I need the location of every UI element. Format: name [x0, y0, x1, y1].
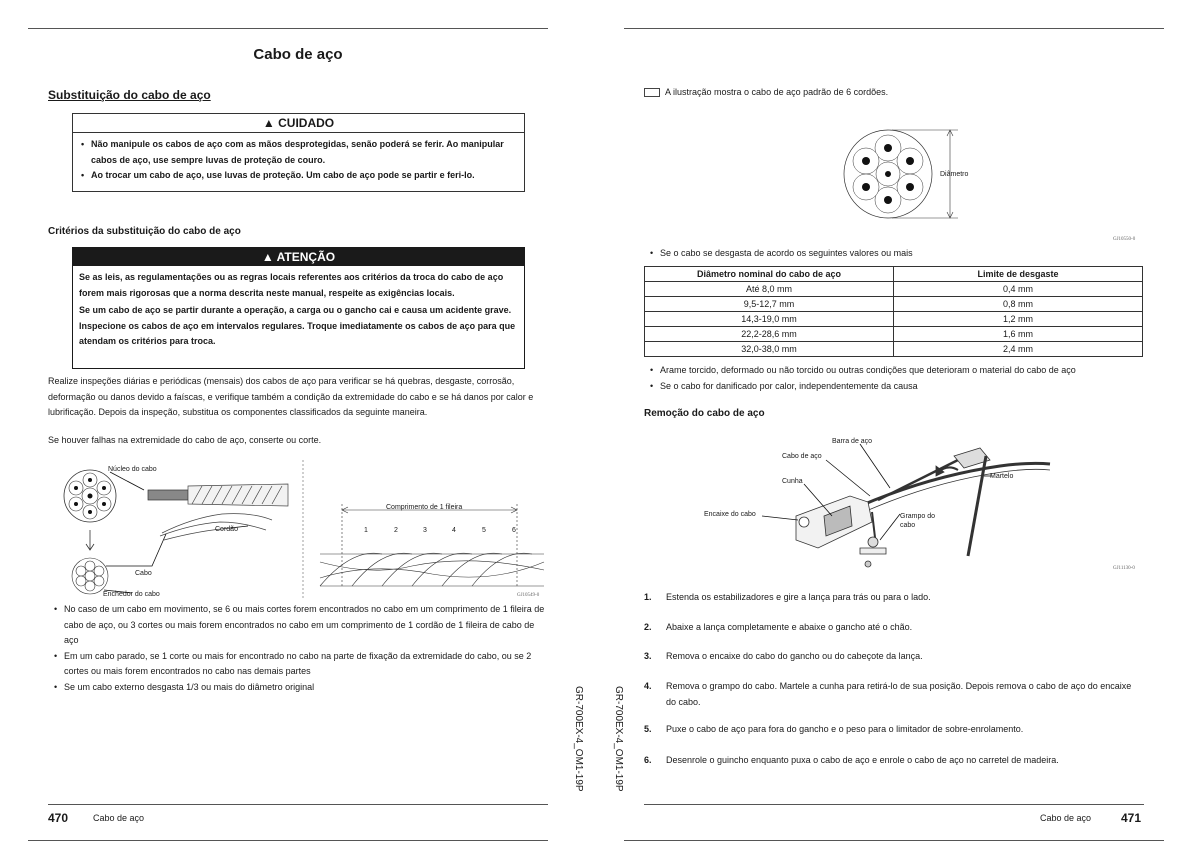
- cable-cross-section-diagram: [64, 470, 116, 522]
- table-cell: 22,2-28,6 mm: [645, 327, 894, 342]
- table-cell: 0,4 mm: [894, 282, 1143, 297]
- page-title: Cabo de aço: [253, 46, 343, 63]
- lay-number: 3: [423, 527, 427, 534]
- subsection-title: Substituição do cabo de aço: [48, 88, 211, 102]
- table-cell: Até 8,0 mm: [645, 282, 894, 297]
- lay-number: 2: [394, 527, 398, 534]
- table-cell: 2,4 mm: [894, 342, 1143, 357]
- caution-label: CUIDADO: [278, 116, 335, 130]
- diameter-label: Diâmetro: [940, 171, 969, 178]
- wedge-label: Cunha: [782, 478, 803, 485]
- doc-code-left: GR-700EX-4_OM1-19P: [573, 686, 584, 792]
- table-header: Diâmetro nominal do cabo de aço: [645, 267, 894, 282]
- table-cell: 1,2 mm: [894, 312, 1143, 327]
- attention-label: ATENÇÃO: [276, 250, 336, 264]
- table-row: [645, 297, 1143, 312]
- wear-bullet: • Arame torcido, deformado ou não torcido ou outras condições que deterioram o material do cabo de aço: [648, 363, 1148, 379]
- top-rule-right: [624, 28, 1164, 29]
- wire-rope-label: Cabo de aço: [782, 453, 822, 460]
- criteria-bullet: • Em um cabo parado, se 1 corte ou mais for encontrado no cabo na parte de fixação da extremidade do cabo, ou se 2 cortes ou mais forem encontrados no cabo nas demais partes: [52, 649, 548, 680]
- step-number: 6.: [644, 755, 652, 765]
- attention-header: [73, 248, 524, 266]
- step-text: Estenda os estabilizadores e gire a lança para trás ou para o lado.: [666, 592, 931, 602]
- table-row: [645, 327, 1143, 342]
- wedge-removal-figure: [700, 436, 1140, 572]
- lay-number: 4: [452, 527, 456, 534]
- step-text: Remova o grampo do cabo. Martele a cunha para retirá-lo de sua posição. Depois remova o cabo de aço do encaixe do cabo.: [666, 681, 1132, 707]
- step-number: 2.: [644, 622, 652, 632]
- wear-bullet: • Se o cabo for danificado por calor, independentemente da causa: [648, 379, 1148, 395]
- strand-label: Cordão: [215, 526, 238, 533]
- warning-triangle-icon: ▲: [262, 116, 275, 130]
- footer-title-right: Cabo de aço: [1040, 813, 1092, 823]
- page-number-right: 471: [1121, 811, 1142, 825]
- step-text: Desenrole o guincho enquanto puxa o cabo de aço e enrole o cabo de aço no carretel de madeira.: [666, 755, 1059, 765]
- figure-code: GJ10550-0: [1113, 237, 1136, 242]
- step-text: Remova o encaixe do cabo do gancho ou do cabeçote da lança.: [666, 651, 923, 661]
- table-row: [645, 342, 1143, 357]
- clamp-label: Grampo do cabo: [900, 513, 936, 529]
- criteria-bullet: • Se um cabo externo desgasta 1/3 ou mais do diâmetro original: [52, 680, 548, 696]
- lay-length-label: Comprimento de 1 fileira: [386, 504, 463, 511]
- caution-item: • Não manipule os cabos de aço com as mãos desprotegidas, senão poderá se ferir. Ao manipular cabos de aço, use sempre luvas de proteção de couro.: [79, 137, 518, 168]
- cable-structure-figure: [52, 458, 552, 601]
- caution-box: [72, 113, 525, 192]
- pointing-hand-icon: [644, 88, 660, 97]
- table-cell: 0,8 mm: [894, 297, 1143, 312]
- step-number: 4.: [644, 681, 652, 691]
- wear-limit-table: [644, 266, 1143, 357]
- attention-box: [72, 247, 525, 369]
- socket-label: Encaixe do cabo: [704, 511, 756, 518]
- cable-label: Cabo: [135, 570, 152, 577]
- figure-code: GJ10549-0: [517, 593, 540, 598]
- step-text: Abaixe a lança completamente e abaixe o gancho até o chão.: [666, 622, 913, 632]
- inspection-paragraph: Realize inspeções diárias e periódicas (mensais) dos cabos de aço para verificar se há quebras, desgaste, corrosão, deformação ou danos devido a faíscas, e verifique também a condição da extremidade do cabo e se há danos por calor e lubrificação. Depois da inspeção, substitua os componentes classificados da seguinte maneira.: [48, 376, 534, 417]
- warning-triangle-icon: ▲: [261, 250, 274, 264]
- footer-title-left: Cabo de aço: [93, 813, 145, 823]
- step-text: Puxe o cabo de aço para fora do gancho e o peso para o limitador de sobre-enrolamento.: [666, 724, 1024, 734]
- steel-bar-label: Barra de aço: [832, 438, 873, 445]
- lay-number: 1: [364, 527, 368, 534]
- doc-code-right: GR-700EX-4_OM1-19P: [613, 686, 624, 792]
- table-cell: 32,0-38,0 mm: [645, 342, 894, 357]
- caution-item: • Ao trocar um cabo de aço, use luvas de proteção. Um cabo de aço pode se partir e feri-lo.: [79, 168, 518, 184]
- lay-number: 6: [512, 527, 516, 534]
- bottom-rule-left: [28, 840, 548, 841]
- table-cell: 14,3-19,0 mm: [645, 312, 894, 327]
- table-row: [645, 312, 1143, 327]
- table-cell: 1,6 mm: [894, 327, 1143, 342]
- table-cell: 9,5-12,7 mm: [645, 297, 894, 312]
- lay-number: 5: [482, 527, 486, 534]
- end-failure-paragraph: Se houver falhas na extremidade do cabo de aço, conserte ou corte.: [48, 435, 322, 445]
- footer-rule-left: [48, 804, 548, 805]
- criteria-heading: Critérios da substituição do cabo de aço: [48, 226, 241, 237]
- step-number: 1.: [644, 592, 652, 602]
- caution-header: [73, 114, 524, 133]
- step-number: 5.: [644, 724, 652, 734]
- removal-heading: Remoção do cabo de aço: [644, 408, 765, 419]
- figure-code: GJ11130-0: [1113, 566, 1135, 571]
- page-number-left: 470: [48, 811, 69, 825]
- table-header: Limite de desgaste: [894, 267, 1143, 282]
- criteria-bullet: • No caso de um cabo em movimento, se 6 ou mais cortes forem encontrados no cabo em um comprimento de 1 fileira de cabo de aço, ou 3 cortes ou mais forem encontrados no cabo em um comprimento de 1 cordão de 1 fileira de cabo de aço: [52, 602, 548, 649]
- step-number: 3.: [644, 651, 652, 661]
- lay-length-diagram: [320, 504, 544, 586]
- filler-label: Enchedor do cabo: [103, 591, 160, 598]
- wear-intro: • Se o cabo se desgasta de acordo os seguintes valores ou mais: [648, 246, 913, 262]
- hammer-label: Martelo: [990, 473, 1014, 480]
- table-row: [645, 282, 1143, 297]
- top-rule-left: [28, 28, 548, 29]
- attention-paragraph: Se as leis, as regulamentações ou as regras locais referentes aos critérios da troca do cabo de aço forem mais rigorosas que a norma descrita neste manual, respeite as exigências locais.: [79, 272, 504, 298]
- filler-cross-section-diagram: [72, 558, 108, 594]
- bottom-rule-right: [624, 840, 1164, 841]
- attention-paragraph: Se um cabo de aço se partir durante a operação, a carga ou o gancho cai e causa um acidente grave. Inspecione os cabos de aço em intervalos regulares. Troque imediatamente os cabos de aço para que atendam os critérios para troca.: [79, 305, 516, 346]
- illustration-note: A ilustração mostra o cabo de aço padrão de 6 cordões.: [665, 87, 889, 97]
- core-label: Núcleo do cabo: [108, 466, 157, 473]
- step-item: [644, 679, 1144, 711]
- footer-rule-right: [644, 804, 1144, 805]
